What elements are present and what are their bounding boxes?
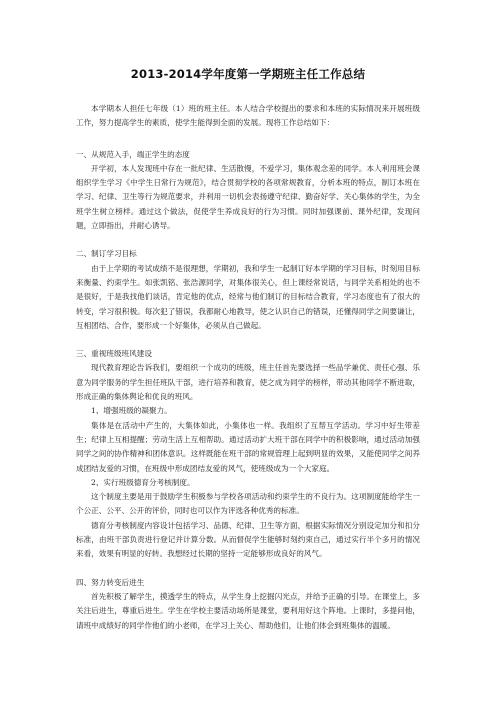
section-1-heading: 一、从规范入手，端正学生的态度 — [76, 149, 190, 159]
section-3-heading: 三、重视班级班风建设 — [76, 349, 152, 359]
document-title: 2013-2014学年度第一学期班主任工作总结 — [130, 67, 366, 81]
section-3-paragraph-2: 集体是在活动中产生的，大集体如此，小集体也一样。我组织了互帮互学活动。学习中好生带差生；纪律上互相提醒；劳动生活上互相帮助。通过活动扩大班干部在同学中的积极影响，通过活动加强同学之间的协作精神和团体意识。这样既能在班干部的常规管理上起到明显的效果，又能使同学之间养成团结友爱的习惯，在班级中形成团结友爱的风气，使班级成为一个大家庭。 — [76, 420, 420, 473]
section-gap — [76, 233, 420, 247]
section-3-subheading-2: 2、实行班级德育分考核制度。 — [91, 477, 195, 487]
section-1-paragraph: 开学初，本人发现班中存在一批纪律、生活散慢，不爱学习，集体观念差的同学。本人利用班会课组织学生学习《中学生日常行为规范》，结合贯彻学校的各项常规教育，分析本班的特点，制订本班在学习、纪律、卫生等行为规范要求，并利用一切机会表扬遵守纪律、勤奋好学、关心集体的学生，为全班学生树立榜样。通过这个做法，促使学生养成良好的行为习惯。同时加强课前、课外纪律，发现问题，立即指出，并耐心诱导。 — [76, 163, 420, 231]
section-4-paragraph: 首先积极了解学生，摸透学生的特点，从学生身上挖掘闪光点，并给予正确的引导。在课堂上，多关注后进生，尊重后进生。学生在学校主要活动场所是课堂，要利用好这个阵地。上课时，多提问他，请班中成绩好的同学作他们的小老师，在学习上关心、帮助他们，让他们体会到班集体的温暖。 — [76, 591, 420, 630]
section-2-paragraph: 由于上学期的考试成绩不是很理想，学期初，我和学生一起制订好本学期的学习目标，时刻用目标来衡量、约束学生。如张凯铭、张浩源同学，对集体很关心，但上课经常说话，与同学关系相处的也不是很好，于是我找他们谈话，肯定他的优点，经常与他们制订的目标结合教育，学习态度也有了很大的转变，学习很积极。每次犯了错误，我都耐心地教导，使之认识自己的错误，还懂得同学之间要谦让，互相团结、合作，要形成一个好集体，必须从自己做起。 — [76, 263, 420, 330]
section-3-subheading-1: 1、增强班级的凝聚力。 — [91, 406, 172, 416]
section-3-paragraph-3: 这个制度主要是用于鼓励学生积极参与学校各项活动和约束学生的不良行为。这项制度能给学生一个公正、公平、公开的评价，同时也可以作为评选各种优秀的标准。 — [76, 492, 420, 516]
section-gap — [76, 562, 420, 576]
intro-paragraph: 本学期本人担任七年级（1）班的班主任。本人结合学校提出的要求和本班的实际情况来开展班级工作，努力提高学生的素质，使学生能得到全面的发展。现将工作总结如下： — [76, 104, 420, 128]
section-3-paragraph-1: 现代教育理论告诉我们，要组织一个成功的班级，班主任首先要选择一些品学兼优、责任心强、乐意为同学服务的学生担任班队干部，进行培养和教育，使之成为同学的榜样，带动其他同学不断进取，形成正确的集体舆论和优良的班风。 — [76, 363, 420, 402]
section-4-heading: 四、努力转变后进生 — [76, 577, 145, 587]
section-gap — [76, 333, 420, 347]
section-3-paragraph-4: 德育分考核制度内容设计包括学习、品德、纪律、卫生等方面，根据实际情况分别设定加分和扣分标准，由班干部负责进行登记并计算分数。从而督促学生能够时刻约束自己，通过实行半个多月的情况来看，效果有明显的好转。我想经过长期的坚持一定能够形成良好的风气。 — [76, 520, 420, 559]
section-2-heading: 二、制订学习目标 — [76, 249, 137, 259]
